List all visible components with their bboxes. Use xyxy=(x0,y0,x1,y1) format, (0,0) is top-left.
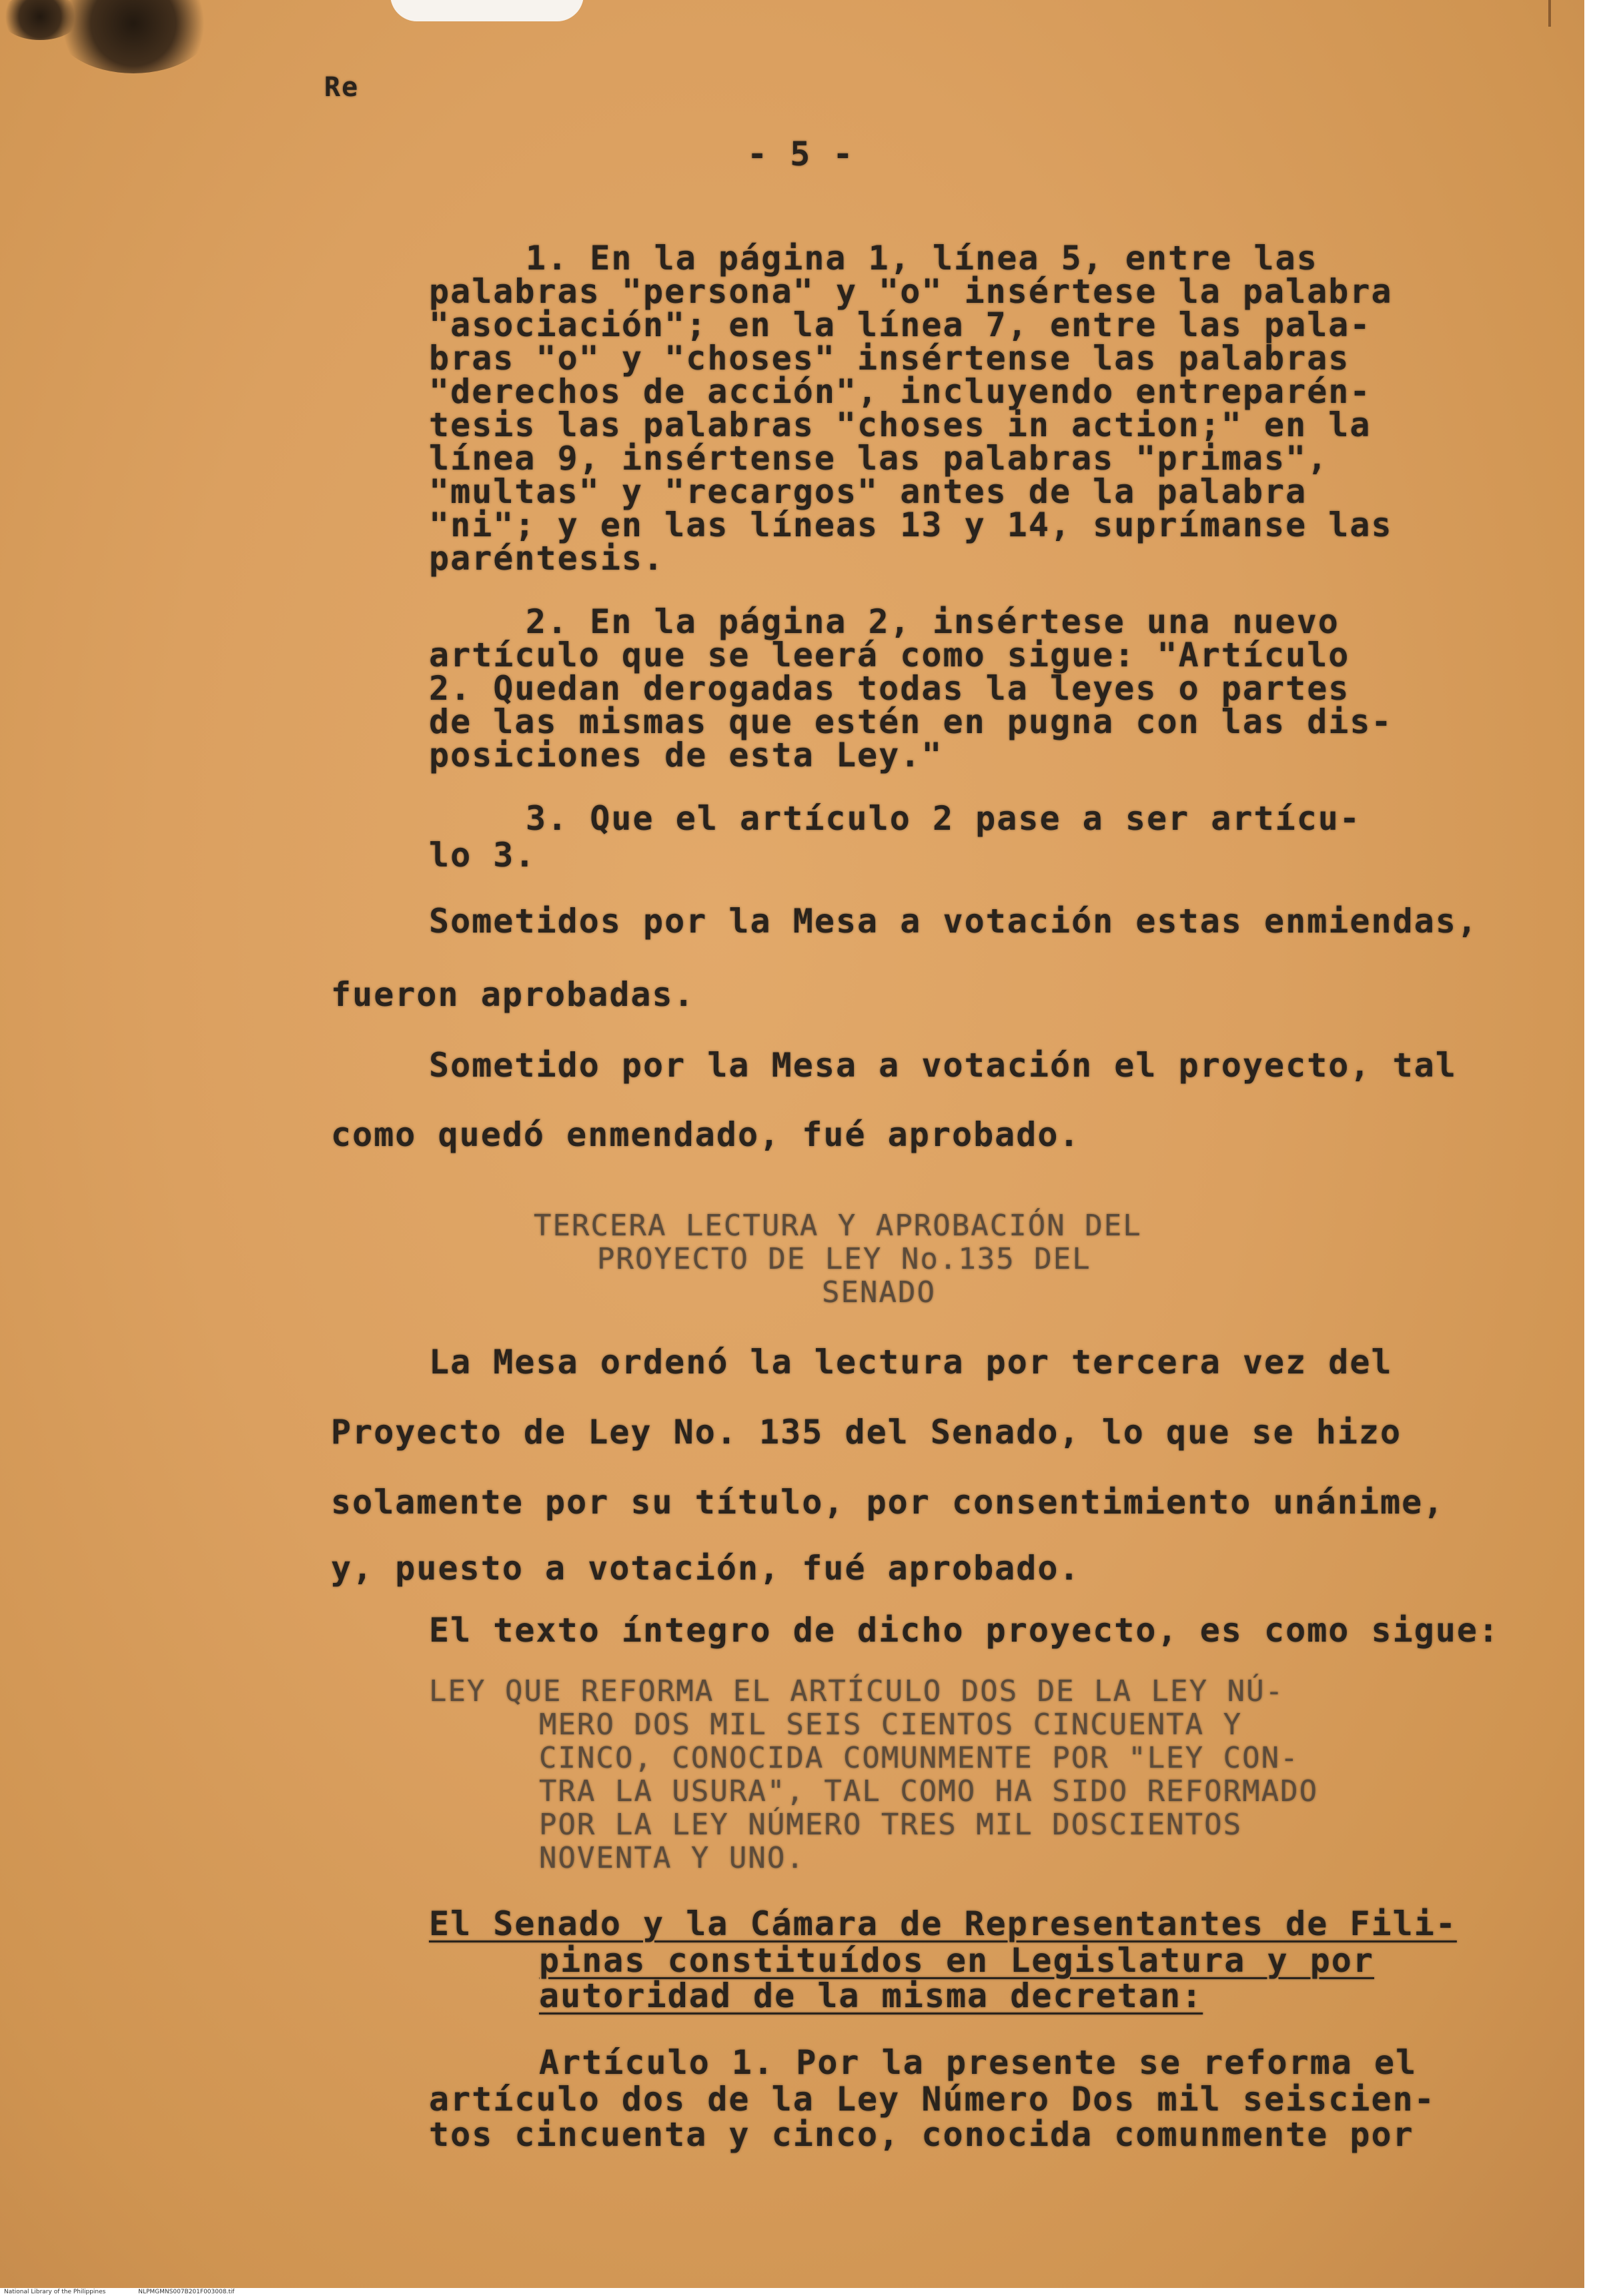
amendment-1-line: tesis las palabras "choses in action;" en la xyxy=(429,406,1372,444)
article-1-line: Artículo 1. Por la presente se reforma el xyxy=(539,2043,1418,2082)
page-number: - 5 - xyxy=(747,135,855,173)
enacting-clause-line: autoridad de la misma decretan: xyxy=(539,1976,1203,2015)
library-credit: National Library of the Philippines xyxy=(4,2289,106,2295)
reading-line: solamente por su título, por consentimiento unánime, xyxy=(331,1483,1445,1522)
enacting-clause-line: pinas constituídos en Legislatura y por xyxy=(539,1941,1374,1980)
edge-mark xyxy=(1548,0,1551,27)
reading-line: La Mesa ordenó la lectura por tercera vez del xyxy=(429,1343,1393,1381)
amendment-1-line: "derechos de acción", incluyendo entreparén- xyxy=(429,372,1372,411)
amendment-1-line: bras "o" y "choses" insértense las palabras xyxy=(429,339,1350,378)
punch-hole xyxy=(390,0,584,21)
amendment-1-line: "asociación"; en la línea 7, entre las pala- xyxy=(429,306,1372,344)
law-title-line: NOVENTA Y UNO. xyxy=(539,1841,805,1875)
section-heading-line: TERCERA LECTURA Y APROBACIÓN DEL xyxy=(534,1209,1142,1243)
law-title-line: TRA LA USURA", TAL COMO HA SIDO REFORMADO xyxy=(539,1774,1319,1808)
amendment-2-line: posiciones de esta Ley." xyxy=(429,736,943,774)
file-id: NLPMGMNS007B201F003008.tif xyxy=(138,2289,235,2295)
vote-amendments-line: Sometidos por la Mesa a votación estas enmiendas, xyxy=(429,902,1479,941)
vote-project-line: como quedó enmendado, fué aprobado. xyxy=(331,1115,1081,1154)
law-title-line: LEY QUE REFORMA EL ARTÍCULO DOS DE LA LEY NÚ- xyxy=(429,1674,1285,1708)
amendment-2-line: 2. En la página 2, insértese una nuevo xyxy=(526,602,1339,641)
law-title-line: POR LA LEY NÚMERO TRES MIL DOSCIENTOS xyxy=(539,1808,1243,1842)
amendment-2-line: artículo que se leerá como sigue: "Artículo xyxy=(429,636,1350,674)
amendment-1-line: palabras "persona" y "o" insértese la palabra xyxy=(429,272,1393,311)
amendment-3-line: lo 3. xyxy=(429,836,536,875)
article-1-line: artículo dos de la Ley Número Dos mil seiscien- xyxy=(429,2080,1436,2119)
amendment-2-line: 2. Quedan derogadas todas la leyes o partes xyxy=(429,669,1350,708)
article-1-line: tos cincuenta y cinco, conocida comunmente por xyxy=(429,2115,1414,2154)
amendment-3-line: 3. Que el artículo 2 pase a ser artícu- xyxy=(526,799,1361,838)
amendment-1-line: línea 9, insértense las palabras "primas", xyxy=(429,439,1329,478)
amendment-1-line: paréntesis. xyxy=(429,539,665,578)
law-title-line: MERO DOS MIL SEIS CIENTOS CINCUENTA Y xyxy=(539,1708,1243,1742)
corner-initials: Re xyxy=(324,72,360,103)
enacting-clause-line: El Senado y la Cámara de Representantes de Fili- xyxy=(429,1904,1457,1943)
amendment-1-line: "ni"; y en las líneas 13 y 14, suprímanse las xyxy=(429,506,1393,544)
vote-project-line: Sometido por la Mesa a votación el proyecto, tal xyxy=(429,1046,1457,1085)
amendment-1-line: "multas" y "recargos" antes de la palabra xyxy=(429,472,1307,511)
text-intro: El texto íntegro de dicho proyecto, es como sigue: xyxy=(429,1611,1500,1650)
reading-line: y, puesto a votación, fué aprobado. xyxy=(331,1549,1081,1588)
section-heading-line: PROYECTO DE LEY No.135 DEL xyxy=(597,1242,1091,1276)
amendment-2-line: de las mismas que estén en pugna con las dis- xyxy=(429,702,1393,741)
vote-amendments-line: fueron aprobadas. xyxy=(331,975,695,1014)
reading-line: Proyecto de Ley No. 135 del Senado, lo que se hizo xyxy=(331,1413,1402,1452)
law-title-line: CINCO, CONOCIDA COMUNMENTE POR "LEY CON- xyxy=(539,1741,1299,1775)
section-heading-line: SENADO xyxy=(822,1275,936,1309)
scan-footer xyxy=(0,2288,1619,2296)
amendment-1-line: 1. En la página 1, línea 5, entre las xyxy=(526,239,1318,277)
